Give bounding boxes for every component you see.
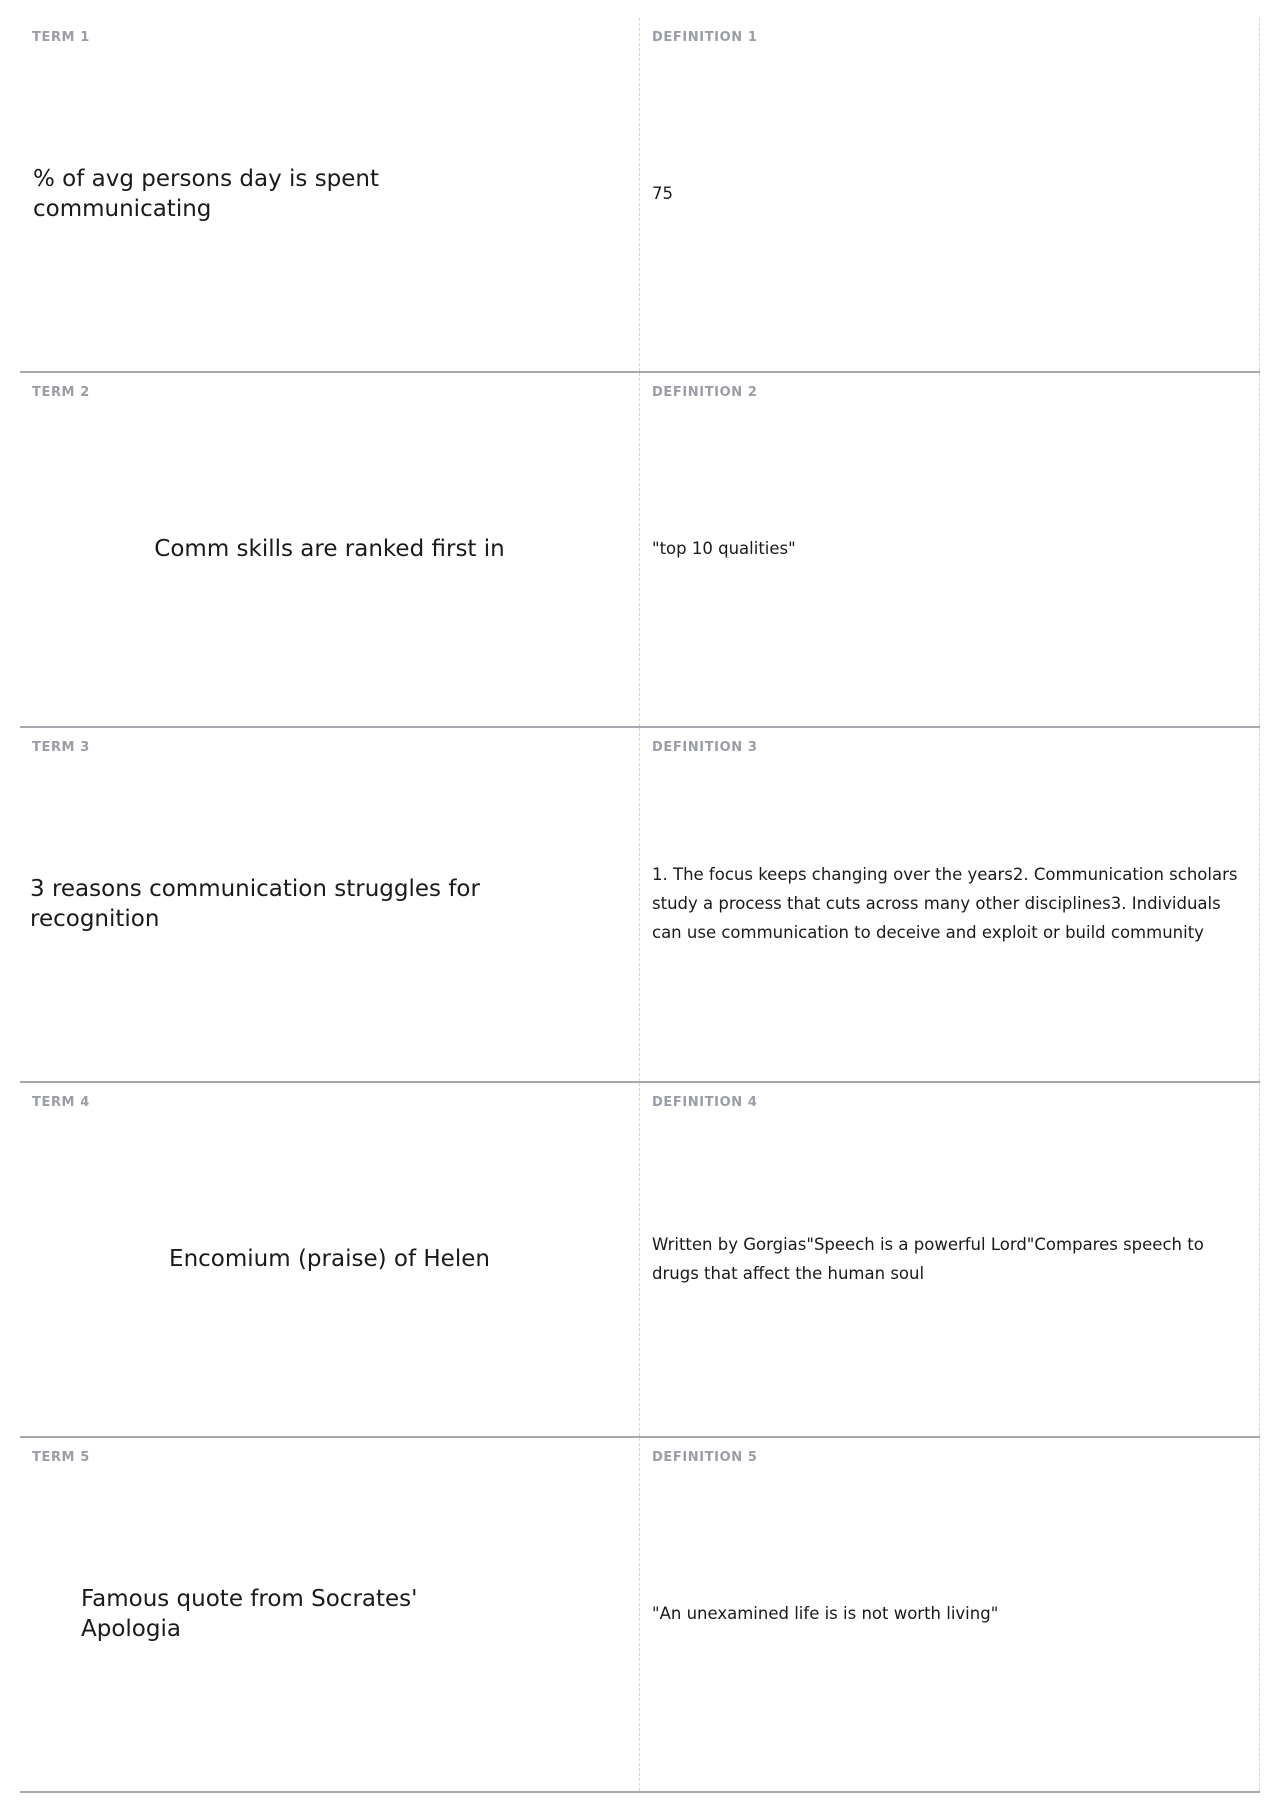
term-text: Encomium (praise) of Helen (169, 1245, 490, 1272)
definition-cell (640, 1438, 1260, 1791)
card-row (20, 18, 1260, 373)
term-text: Comm skills are ranked first in (154, 535, 505, 562)
term-cell (20, 1083, 640, 1436)
term-cell (20, 1438, 640, 1791)
term-label: TERM 1 (32, 30, 90, 45)
term-text: Famous quote from Socrates' Apologia (81, 1585, 418, 1642)
definition-cell (640, 373, 1260, 726)
definition-text: 75 (652, 184, 673, 204)
definition-text: "An unexamined life is is not worth living" (652, 1604, 999, 1624)
term-label: TERM 3 (32, 740, 90, 755)
card-row (20, 373, 1260, 728)
definition-text: "top 10 qualities" (652, 539, 796, 559)
term-label: TERM 4 (32, 1095, 90, 1110)
definition-label: DEFINITION 4 (652, 1095, 758, 1110)
definition-cell (640, 728, 1260, 1081)
term-cell (20, 728, 640, 1081)
definition-text: Written by Gorgias"Speech is a powerful Lord"Compares speech to drugs that affect the human soul (652, 1234, 1204, 1283)
definition-label: DEFINITION 5 (652, 1450, 758, 1465)
term-cell (20, 18, 640, 371)
definition-cell (640, 1083, 1260, 1436)
term-cell (20, 373, 640, 726)
card-row (20, 728, 1260, 1083)
card-row (20, 1438, 1260, 1793)
definition-cell (640, 18, 1260, 371)
term-text: % of avg persons day is spent communicating (33, 165, 380, 222)
term-text: 3 reasons communication struggles for recognition (30, 875, 480, 932)
term-label: TERM 2 (32, 385, 90, 400)
term-label: TERM 5 (32, 1450, 90, 1465)
definition-label: DEFINITION 2 (652, 385, 758, 400)
card-row (20, 1083, 1260, 1438)
definition-label: DEFINITION 3 (652, 740, 758, 755)
flashcard-sheet (20, 18, 1260, 1793)
definition-text: 1. The focus keeps changing over the years2. Communication scholars study a process that cuts across many other disciplines3. Individuals can use communication to deceive and exploit or build community (652, 865, 1238, 942)
definition-label: DEFINITION 1 (652, 30, 758, 45)
